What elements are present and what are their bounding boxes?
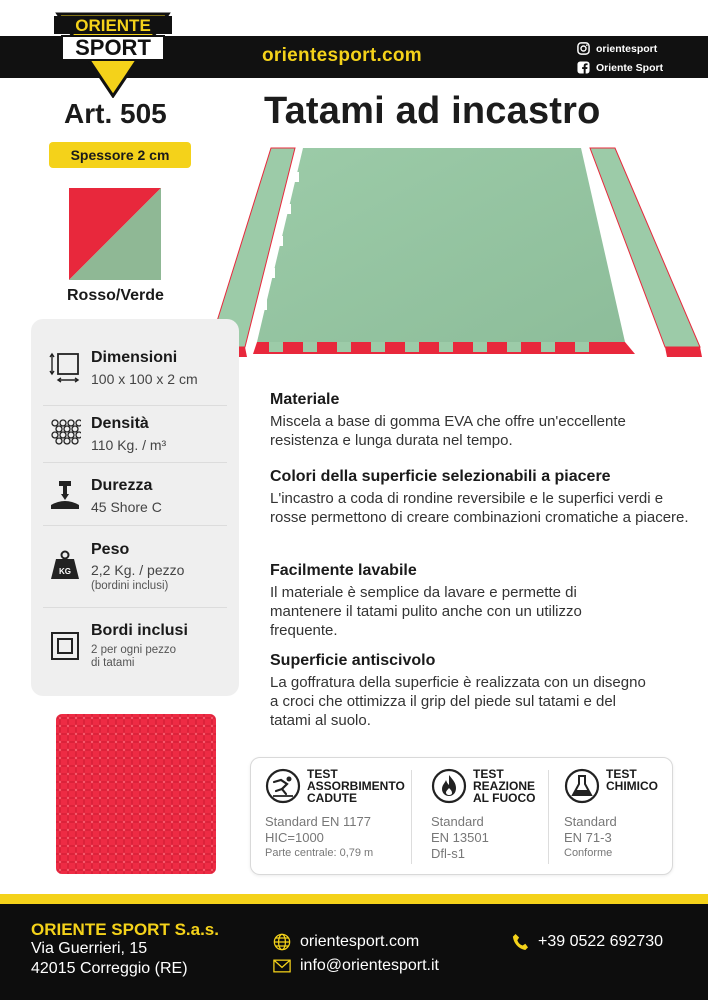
test-result: EN 71-3 — [564, 830, 612, 845]
mail-icon — [272, 956, 292, 976]
footer-address-street: Via Guerrieri, 15 — [31, 940, 148, 957]
section-text: Il materiale è semplice da lavare e permette di mantenere il tatami pulito anche con un utilizzo frequente. — [270, 584, 582, 639]
spec-label: Bordi inclusi — [91, 622, 188, 639]
test-result: HIC=1000 — [265, 830, 324, 845]
test-note: Dfl-s1 — [431, 846, 465, 861]
test-fire-reaction — [431, 768, 546, 868]
social-facebook[interactable] — [576, 59, 663, 76]
fire-test-icon — [431, 768, 467, 804]
footer-phone[interactable] — [510, 932, 663, 952]
logo-text-bottom: SPORT — [75, 35, 151, 60]
test-standard: Standard — [564, 814, 617, 829]
weight-icon — [49, 549, 81, 581]
spec-value: 2 per ogni pezzo — [91, 644, 177, 656]
logo-text-top: ORIENTE — [75, 16, 151, 35]
spec-label: Peso — [91, 541, 130, 558]
section-title: Colori della superficie selezionabili a piacere — [270, 468, 611, 485]
facebook-handle: Oriente Sport — [596, 61, 664, 74]
test-result: EN 13501 — [431, 830, 489, 845]
test-name: TEST REAZIONE AL FUOCO — [473, 767, 536, 805]
divider — [548, 770, 549, 864]
section-title: Facilmente lavabile — [270, 562, 417, 579]
test-note: Conforme — [564, 847, 613, 859]
article-number: Art. 505 — [64, 98, 167, 129]
dimensions-icon — [49, 351, 81, 383]
hardness-icon — [49, 479, 81, 511]
test-fall-absorption — [265, 768, 415, 868]
spec-value-2: di tatami — [91, 657, 135, 669]
spec-value: 110 Kg. / m³ — [91, 437, 167, 453]
divider — [43, 607, 227, 608]
instagram-handle: orientesport — [596, 42, 658, 55]
footer-website-label: orientesport.com — [300, 933, 420, 950]
instagram-icon — [576, 42, 590, 56]
test-standard: Standard EN 1177 — [265, 814, 371, 829]
spec-label: Durezza — [91, 477, 153, 494]
facebook-icon — [576, 61, 590, 75]
spec-value: 45 Shore C — [91, 499, 162, 515]
test-chemical — [564, 768, 669, 868]
surface-texture-image — [56, 714, 216, 874]
chemical-test-icon — [564, 768, 600, 804]
footer-phone-label: +39 0522 692730 — [538, 933, 664, 950]
footer — [0, 904, 708, 1000]
header-website-link[interactable]: orientesport.com — [262, 45, 422, 66]
test-name: TEST ASSORBIMENTO CADUTE — [307, 767, 405, 805]
section-text: La goffratura della superficie è realizzata con un disegno a croci che ottimizza il grip del piede sul tatami e del tatami al suolo. — [270, 674, 646, 729]
density-icon — [49, 417, 81, 449]
section-colors — [270, 468, 690, 527]
section-material — [270, 391, 690, 450]
divider — [43, 525, 227, 526]
tests-box — [250, 757, 673, 875]
test-name: TEST CHIMICO — [606, 767, 658, 793]
footer-email[interactable] — [272, 956, 439, 976]
divider — [43, 405, 227, 406]
spec-note: (bordini inclusi) — [91, 580, 169, 592]
social-instagram[interactable] — [576, 40, 663, 57]
specs-panel — [31, 319, 239, 696]
footer-email-label: info@orientesport.it — [300, 957, 439, 974]
test-standard: Standard — [431, 814, 484, 829]
borders-icon — [49, 630, 81, 662]
fall-test-icon — [265, 768, 301, 804]
phone-icon — [510, 932, 530, 952]
product-title: Tatami ad incastro — [264, 90, 601, 132]
section-antislip — [270, 652, 690, 730]
thickness-badge: Spessore 2 cm — [49, 142, 191, 168]
divider — [411, 770, 412, 864]
footer-website[interactable] — [272, 932, 419, 952]
globe-icon — [272, 932, 292, 952]
color-swatch — [69, 188, 161, 280]
section-title: Materiale — [270, 391, 340, 408]
spec-label: Densità — [91, 415, 149, 432]
color-label: Rosso/Verde — [67, 287, 164, 304]
spec-label: Dimensioni — [91, 349, 178, 366]
test-note: Parte centrale: 0,79 m — [265, 847, 374, 859]
footer-company: ORIENTE SPORT S.a.s. — [31, 920, 219, 939]
section-title: Superficie antiscivolo — [270, 652, 436, 669]
section-washable — [270, 562, 690, 640]
weight-icon-text: KG — [59, 567, 71, 576]
footer-accent-line — [0, 894, 708, 904]
oriente-sport-logo — [48, 10, 178, 98]
tatami-mat-illustration — [205, 142, 705, 382]
spec-value: 2,2 Kg. / pezzo — [91, 562, 185, 578]
section-text: Miscela a base di gomma EVA che offre un'eccellente resistenza e lunga durata nel tempo. — [270, 413, 626, 449]
section-text: L'incastro a coda di rondine reversibile e le superfici verdi e rosse permettono di creare combinazioni cromatiche a piacere. — [270, 490, 689, 526]
footer-address-city: 42015 Correggio (RE) — [31, 960, 188, 977]
divider — [43, 462, 227, 463]
social-links — [576, 40, 663, 78]
spec-value: 100 x 100 x 2 cm — [91, 371, 198, 387]
